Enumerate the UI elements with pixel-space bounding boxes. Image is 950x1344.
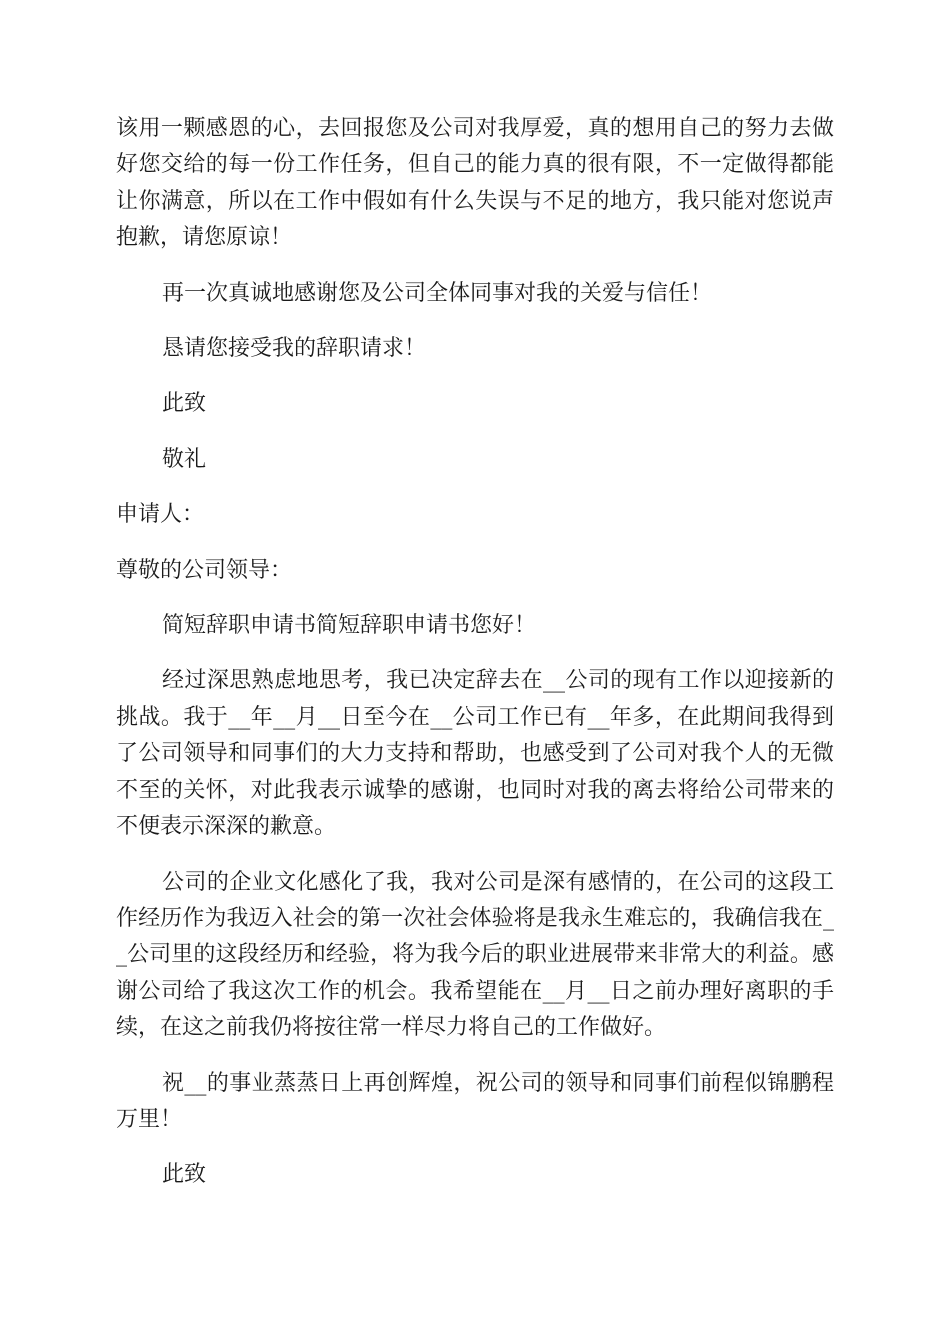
closing-cizhi: 此致 bbox=[162, 391, 207, 417]
paragraph-decision: 经过深思熟虑地思考，我已决定辞去在__公司的现有工作以迎接新的挑战。我于__年__月__日至今在__公司工作已有__年多，在此期间我得到了公司领导和同事们的大力支持和帮助，也感受到了公司对我个人的无微不至的关怀，对此我表示诚挚的感谢，也同时对我的离去将给公司带来的不便表示深深的歉意。 bbox=[116, 668, 834, 840]
paragraph-request-acceptance: 恳请您接受我的辞职请求！ bbox=[162, 336, 427, 362]
greeting-line: 简短辞职申请书简短辞职申请书您好！ bbox=[162, 613, 537, 639]
paragraph-wishes: 祝__的事业蒸蒸日上再创辉煌，祝公司的领导和同事们前程似锦鹏程万里！ bbox=[116, 1070, 834, 1132]
salutation: 尊敬的公司领导： bbox=[116, 557, 293, 583]
paragraph-company-culture: 公司的企业文化感化了我，我对公司是深有感情的，在公司的这段工作经历作为我迈入社会的第一次社会体验将是我永生难忘的，我确信我在__公司里的这段经历和经验，将为我今后的职业进展带来非常大的利益。感谢公司给了我这次工作的机会。我希望能在__月__日之前办理好离职的手续，在这之前我仍将按往常一样尽力将自己的工作做好。 bbox=[116, 869, 834, 1041]
document-body bbox=[116, 111, 834, 1213]
paragraph-closing-apology: 该用一颗感恩的心，去回报您及公司对我厚爱，真的想用自己的努力去做好您交给的每一份工作任务，但自己的能力真的很有限，不一定做得都能让你满意，所以在工作中假如有什么失误与不足的地方，我只能对您说声抱歉，请您原谅！ bbox=[116, 116, 834, 251]
closing-cizhi-2: 此致 bbox=[162, 1162, 207, 1188]
paragraph-thanks-again: 再一次真诚地感谢您及公司全体同事对我的关爱与信任！ bbox=[162, 280, 713, 306]
closing-jingli: 敬礼 bbox=[162, 446, 207, 472]
applicant-signature-line: 申请人： bbox=[116, 502, 205, 528]
